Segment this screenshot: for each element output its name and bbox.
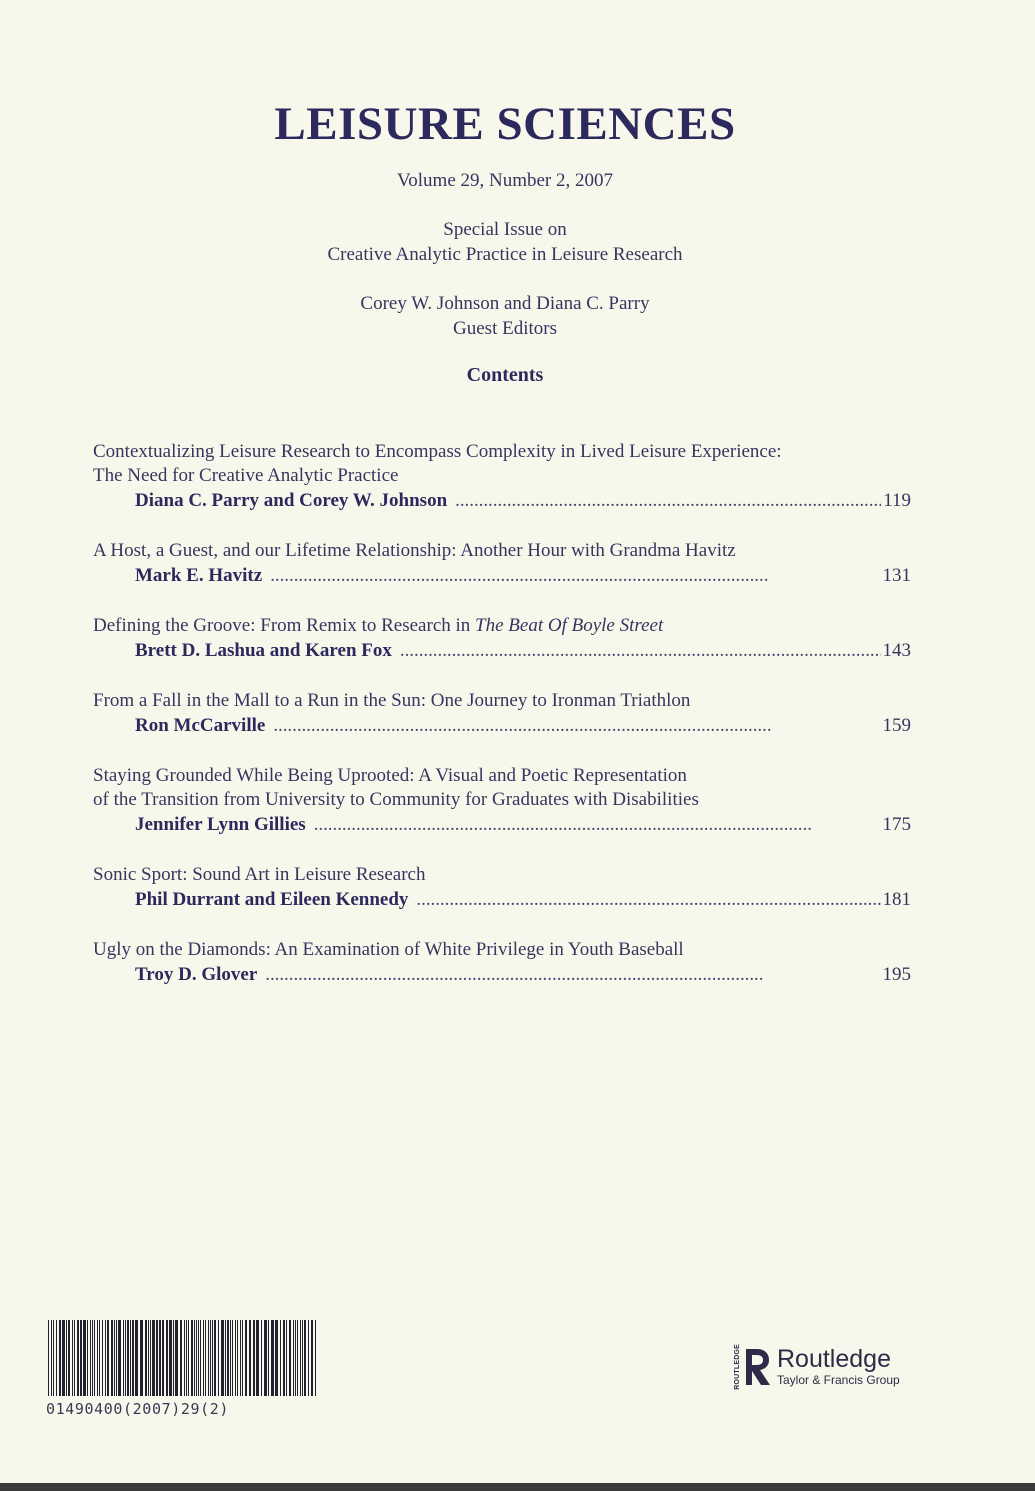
barcode-bar bbox=[169, 1320, 172, 1396]
barcode-bar bbox=[87, 1320, 88, 1396]
dot-leader bbox=[400, 638, 881, 663]
barcode-bar bbox=[166, 1320, 168, 1396]
barcode-bar bbox=[62, 1320, 65, 1396]
barcode-bar bbox=[114, 1320, 115, 1396]
special-issue-topic: Creative Analytic Practice in Leisure Research bbox=[327, 244, 683, 265]
barcode-bar bbox=[264, 1320, 267, 1396]
table-of-contents bbox=[93, 440, 911, 1013]
article-author: Troy D. Glover bbox=[135, 964, 258, 985]
barcode-bar bbox=[221, 1320, 224, 1396]
barcode-bar bbox=[315, 1320, 316, 1396]
toc-entry bbox=[93, 440, 911, 513]
barcode-bar bbox=[127, 1320, 129, 1396]
toc-entry bbox=[93, 764, 911, 837]
barcode-bar bbox=[150, 1320, 151, 1396]
barcode-bar bbox=[173, 1320, 174, 1396]
barcode-bar bbox=[232, 1320, 233, 1396]
special-issue-label: Special Issue on bbox=[443, 219, 567, 240]
article-title: Ugly on the Diamonds: An Examination of White Privilege in Youth Baseball bbox=[93, 939, 684, 960]
page-number: 143 bbox=[882, 640, 911, 661]
barcode-bar bbox=[66, 1320, 67, 1396]
page-number: 195 bbox=[882, 964, 911, 985]
barcode-bar bbox=[237, 1320, 238, 1396]
barcode-bar bbox=[191, 1320, 193, 1396]
barcode-bar bbox=[107, 1320, 109, 1396]
barcode-bar bbox=[268, 1320, 269, 1396]
page-number: 119 bbox=[883, 490, 911, 511]
publisher-name: Routledge bbox=[777, 1344, 891, 1373]
page-number: 159 bbox=[882, 715, 911, 736]
dot-leader bbox=[273, 713, 880, 738]
article-title: Contextualizing Leisure Research to Encompass Complexity in Lived Leisure Experience: bbox=[93, 441, 782, 462]
page-number: 181 bbox=[882, 889, 911, 910]
barcode-bar bbox=[256, 1320, 259, 1396]
author-line bbox=[93, 638, 911, 663]
barcode-bar bbox=[175, 1320, 178, 1396]
barcode-bar bbox=[203, 1320, 204, 1396]
article-title-italic: The Beat Of Boyle Street bbox=[475, 615, 664, 636]
barcode-bar bbox=[92, 1320, 93, 1396]
barcode-bar bbox=[148, 1320, 149, 1396]
article-title-continued: The Need for Creative Analytic Practice bbox=[93, 465, 399, 486]
barcode-bar bbox=[132, 1320, 134, 1396]
article-author: Ron McCarville bbox=[135, 715, 266, 736]
toc-entry bbox=[93, 689, 911, 738]
article-title: Staying Grounded While Being Uprooted: A Visual and Poetic Representation bbox=[93, 765, 687, 786]
barcode-bar bbox=[302, 1320, 303, 1396]
barcode-bar bbox=[111, 1320, 113, 1396]
dot-leader bbox=[265, 962, 880, 987]
article-author: Diana C. Parry and Corey W. Johnson bbox=[135, 490, 448, 511]
barcode-bar bbox=[280, 1320, 281, 1396]
barcode-bar bbox=[72, 1320, 73, 1396]
page-bottom-edge bbox=[0, 1483, 1035, 1491]
barcode-bar bbox=[253, 1320, 255, 1396]
barcode-bar bbox=[56, 1320, 57, 1396]
publisher-group: Taylor & Francis Group bbox=[777, 1372, 900, 1387]
barcode-bar bbox=[184, 1320, 185, 1396]
article-author: Brett D. Lashua and Karen Fox bbox=[135, 640, 392, 661]
publisher-logo-vertical-text: ROUTLEDGE bbox=[734, 1344, 741, 1390]
barcode-bar bbox=[297, 1320, 298, 1396]
barcode-bar bbox=[308, 1320, 309, 1396]
toc-entry bbox=[93, 539, 911, 588]
barcode-bar bbox=[235, 1320, 236, 1396]
article-title: Sonic Sport: Sound Art in Leisure Research bbox=[93, 864, 426, 885]
barcode-bar bbox=[289, 1320, 291, 1396]
special-issue bbox=[0, 217, 1010, 267]
barcode-bar bbox=[249, 1320, 251, 1396]
guest-editors bbox=[0, 291, 1010, 341]
barcode-bar bbox=[261, 1320, 262, 1396]
toc-entry bbox=[93, 863, 911, 912]
barcode-bar bbox=[194, 1320, 195, 1396]
barcode-bar bbox=[210, 1320, 211, 1396]
barcode-bar bbox=[99, 1320, 100, 1396]
dot-leader bbox=[314, 812, 881, 837]
barcode-bar bbox=[180, 1320, 182, 1396]
barcode-bar bbox=[214, 1320, 216, 1396]
barcode-bar bbox=[275, 1320, 278, 1396]
barcode-bar bbox=[205, 1320, 206, 1396]
barcode-bar bbox=[271, 1320, 274, 1396]
barcode-bar bbox=[125, 1320, 126, 1396]
barcode-bar bbox=[242, 1320, 243, 1396]
barcode-bar bbox=[68, 1320, 70, 1396]
routledge-r-icon bbox=[743, 1347, 771, 1387]
barcode-bar bbox=[94, 1320, 95, 1396]
barcode-bar bbox=[300, 1320, 301, 1396]
author-line bbox=[93, 962, 911, 987]
barcode-bar bbox=[59, 1320, 61, 1396]
barcode-bar bbox=[102, 1320, 103, 1396]
barcode-bar bbox=[225, 1320, 226, 1396]
barcode-bar bbox=[135, 1320, 138, 1396]
page-number: 131 bbox=[882, 565, 911, 586]
article-title bbox=[93, 614, 911, 638]
barcode-bar bbox=[186, 1320, 187, 1396]
dot-leader bbox=[270, 563, 880, 588]
article-author: Jennifer Lynn Gillies bbox=[135, 814, 306, 835]
barcode-bar bbox=[51, 1320, 52, 1396]
dot-leader bbox=[455, 488, 881, 513]
article-title: A Host, a Guest, and our Lifetime Relationship: Another Hour with Grandma Havitz bbox=[93, 540, 736, 561]
barcode-image bbox=[46, 1320, 318, 1398]
author-line bbox=[93, 887, 911, 912]
barcode-bar bbox=[196, 1320, 197, 1396]
barcode-number: 01490400(2007)29(2) bbox=[46, 1400, 229, 1418]
article-author: Mark E. Havitz bbox=[135, 565, 263, 586]
toc-entry bbox=[93, 614, 911, 663]
barcode-bar bbox=[156, 1320, 158, 1396]
barcode-bar bbox=[83, 1320, 86, 1396]
author-line bbox=[93, 812, 911, 837]
barcode-bar bbox=[218, 1320, 219, 1396]
barcode-bar bbox=[240, 1320, 241, 1396]
guest-editors-names: Corey W. Johnson and Diana C. Parry bbox=[360, 293, 650, 314]
publisher-logo bbox=[734, 1344, 900, 1390]
author-line bbox=[93, 488, 911, 513]
author-line bbox=[93, 713, 911, 738]
barcode-bar bbox=[116, 1320, 117, 1396]
barcode-bar bbox=[123, 1320, 124, 1396]
barcode-bar bbox=[152, 1320, 155, 1396]
barcode-bar bbox=[159, 1320, 161, 1396]
barcode-bar bbox=[48, 1320, 49, 1396]
author-line bbox=[93, 563, 911, 588]
toc-entry bbox=[93, 938, 911, 987]
publisher-text bbox=[777, 1346, 900, 1388]
barcode-bar bbox=[283, 1320, 285, 1396]
article-title-continued: of the Transition from University to Community for Graduates with Disabilities bbox=[93, 789, 699, 810]
article-title: From a Fall in the Mall to a Run in the Sun: One Journey to Ironman Triathlon bbox=[93, 690, 691, 711]
barcode-bar bbox=[304, 1320, 306, 1396]
volume-line: Volume 29, Number 2, 2007 bbox=[396, 170, 614, 191]
barcode-bar bbox=[198, 1320, 199, 1396]
page-number: 175 bbox=[882, 814, 911, 835]
dot-leader bbox=[416, 887, 880, 912]
article-author: Phil Durrant and Eileen Kennedy bbox=[135, 889, 409, 910]
barcode-bar bbox=[227, 1320, 229, 1396]
barcode-bar bbox=[208, 1320, 209, 1396]
barcode-bar bbox=[80, 1320, 82, 1396]
barcode-bar bbox=[130, 1320, 131, 1396]
barcode-bar bbox=[90, 1320, 91, 1396]
barcode-bar bbox=[118, 1320, 121, 1396]
article-title-text: Defining the Groove: From Remix to Research in bbox=[93, 615, 471, 636]
barcode-bar bbox=[200, 1320, 201, 1396]
contents-heading: Contents bbox=[466, 364, 544, 386]
barcode-bar bbox=[295, 1320, 296, 1396]
barcode-bar bbox=[140, 1320, 143, 1396]
barcode-bar bbox=[212, 1320, 213, 1396]
barcode-bar bbox=[286, 1320, 287, 1396]
barcode-bar bbox=[188, 1320, 189, 1396]
barcode-bar bbox=[74, 1320, 75, 1396]
barcode-bar bbox=[230, 1320, 231, 1396]
barcode-bar bbox=[53, 1320, 54, 1396]
guest-editors-role: Guest Editors bbox=[453, 318, 557, 339]
barcode-bar bbox=[105, 1320, 106, 1396]
journal-title: LEISURE SCIENCES bbox=[274, 98, 736, 150]
barcode-bar bbox=[162, 1320, 164, 1396]
barcode-bar bbox=[293, 1320, 294, 1396]
barcode-bar bbox=[311, 1320, 313, 1396]
barcode-bar bbox=[97, 1320, 98, 1396]
journal-header bbox=[0, 96, 1010, 387]
barcode-bar bbox=[245, 1320, 247, 1396]
barcode-bar bbox=[77, 1320, 79, 1396]
barcode-block bbox=[46, 1320, 320, 1418]
barcode-bar bbox=[145, 1320, 147, 1396]
